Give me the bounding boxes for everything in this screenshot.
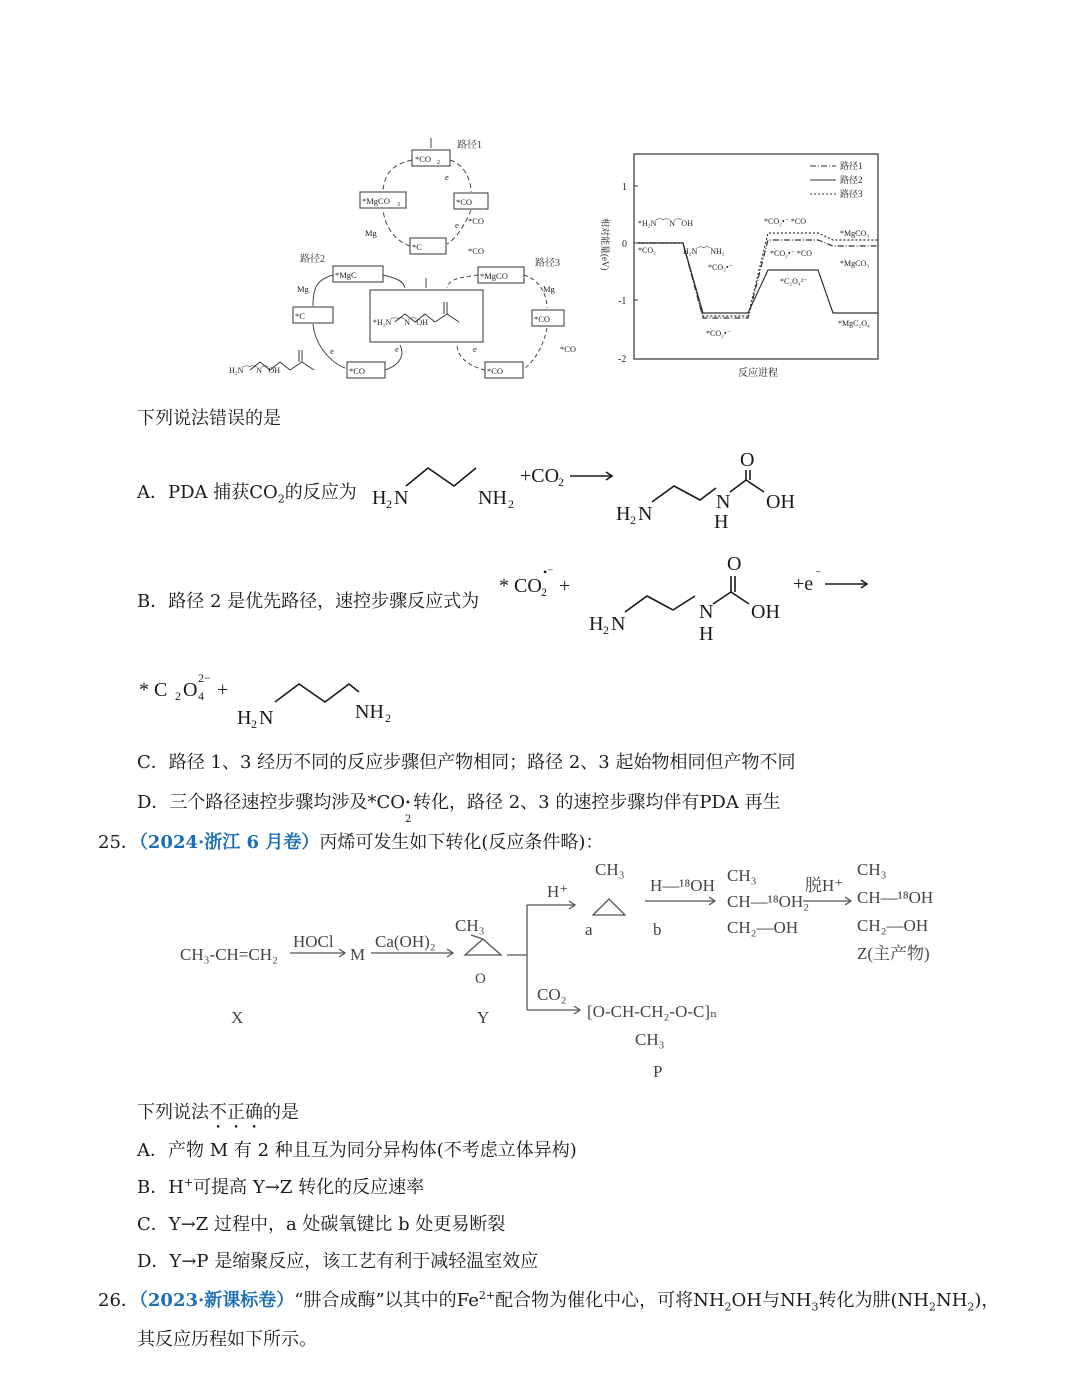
mg2-label-2: Mg xyxy=(297,284,309,294)
co2-radical-label-1: *CO xyxy=(456,197,473,207)
polymer: [O-CH-CH₂-O-C]ₙ xyxy=(587,1002,718,1021)
a-n-2: N xyxy=(638,503,653,525)
q26-t4: 转化为肼( xyxy=(818,1290,898,1311)
b-label: b xyxy=(653,920,662,939)
svg-text:O: O xyxy=(183,679,198,701)
ch-18oh: CH—¹⁸OH xyxy=(857,888,934,907)
hplus-reagent: H⁺ xyxy=(547,882,569,901)
b-c2o4: * C xyxy=(139,679,168,701)
svg-text:2: 2 xyxy=(603,623,609,637)
co2-radical-label-3: *CO xyxy=(534,314,551,324)
q24-option-c xyxy=(137,748,795,774)
mgc2o4-label: *MgC xyxy=(335,270,357,280)
c2o4-label-2: *C xyxy=(295,311,305,321)
svg-text:O: O xyxy=(475,971,486,987)
lbl-c2o4: *C₂O₄²⁻ xyxy=(780,277,808,286)
svg-text:+: + xyxy=(217,679,229,701)
b-o: O xyxy=(727,553,742,575)
svg-text:4: 4 xyxy=(198,689,204,703)
q24-a-label: A． xyxy=(137,482,168,503)
ch3-proton: CH₃ xyxy=(595,860,625,879)
hocl-reagent: HOCl xyxy=(293,932,334,951)
b-n-2: N xyxy=(699,601,714,623)
e-label-3: e xyxy=(330,346,334,356)
mg2-label-1: Mg xyxy=(365,228,377,238)
x-formula: CH₃-CH=CH₂ xyxy=(180,945,278,964)
q25-stem-post: 的是 xyxy=(263,1102,299,1123)
b-co2r: * CO xyxy=(499,575,542,597)
q24-c-text: 路径 1、3 经历不同的反应步骤但产物相同；路径 2、3 起始物相同但产物不同 xyxy=(168,752,796,773)
q24-a-equation xyxy=(370,448,810,538)
ch3-int: CH₃ xyxy=(727,866,757,885)
co2-reagent: CO₂ xyxy=(537,985,567,1004)
a-h2n-2: H xyxy=(616,503,631,525)
lbl-mgco3-b: *MgCO₃ xyxy=(840,259,870,268)
q26-source: （2023·新课标卷） xyxy=(138,1290,295,1311)
q26-t3: 与 xyxy=(762,1290,780,1311)
e-label-2: e xyxy=(455,220,459,230)
lbl-mgco3-a: *MgCO₃ xyxy=(840,229,870,238)
q24-d-pre: 三个路径速控步骤均涉及 xyxy=(169,792,368,813)
svg-text:•⁻: •⁻ xyxy=(543,565,554,579)
ch-18oh2: CH—¹⁸OH₂ xyxy=(727,892,810,911)
polymer-ch3: CH₃ xyxy=(635,1030,665,1049)
m-label: M xyxy=(350,945,366,964)
q24-d-species: *CO xyxy=(367,792,405,813)
q25-stem-emph: 不正确 xyxy=(209,1102,263,1123)
svg-text:⁻: ⁻ xyxy=(815,567,822,581)
mgco3-label-2: *MgCO xyxy=(480,271,508,281)
q26-t5: )， xyxy=(974,1290,1000,1311)
path2-label: 路径2 xyxy=(300,254,325,265)
svg-text:3: 3 xyxy=(397,202,400,208)
q25-b-label: B． xyxy=(137,1177,169,1198)
legend-path3: 路径3 xyxy=(840,189,863,199)
q24-option-b xyxy=(137,587,479,613)
a-h2n-1: H xyxy=(372,487,387,509)
q24-b-products xyxy=(137,668,417,730)
co-label-1: *CO xyxy=(468,216,485,226)
h18oh-reagent: H—¹⁸OH xyxy=(650,876,715,895)
lbl-top2: *CO₂•⁻ *CO xyxy=(770,249,813,258)
q26-n2h4: NH xyxy=(897,1290,929,1311)
svg-text:2: 2 xyxy=(508,497,514,511)
b-n-1: N xyxy=(611,613,626,635)
mgco3-label-1: *MgCO xyxy=(362,196,390,206)
q26-nh2oh: NH xyxy=(693,1290,725,1311)
q24-option-a: A．PDA 捕获$CO_2$的反应为 xyxy=(137,482,357,506)
b-h2n-2: H xyxy=(237,707,252,729)
legend-path2: 路径2 xyxy=(840,175,863,185)
lbl-co2r-mid: *CO₂•⁻ xyxy=(708,263,733,272)
ch2oh-z: CH₂—OH xyxy=(857,916,929,935)
ch3-z: CH₃ xyxy=(857,860,887,879)
e-label-1: e xyxy=(445,172,449,182)
q25-header xyxy=(98,828,603,854)
q24-option-d: D．三个路径速控步骤均涉及*CO • 2 转化，路径 2、3 的速控步骤均伴有PDA 再生 xyxy=(137,792,781,825)
svg-text:2: 2 xyxy=(630,513,636,527)
mg2-label-3: Mg xyxy=(543,284,555,294)
b-n-3: N xyxy=(259,707,274,729)
q24-a-co2: CO xyxy=(249,482,278,503)
energy-profile-chart xyxy=(588,148,888,383)
svg-text:2: 2 xyxy=(386,497,392,511)
x-axis-label: 反应进程 xyxy=(738,368,778,379)
q25-number: 25． xyxy=(98,832,139,853)
a-label: a xyxy=(585,920,593,939)
a-oh: OH xyxy=(766,491,795,513)
path3-label: 路径3 xyxy=(535,258,560,269)
y-ch3: CH₃ xyxy=(455,916,485,935)
b-h: H xyxy=(699,623,714,645)
co2-label: *CO xyxy=(415,154,432,164)
z-label: Z(主产物) xyxy=(857,944,930,963)
series-path2 xyxy=(638,243,878,313)
co-label-2: *CO xyxy=(468,246,485,256)
q25-b-h: H xyxy=(168,1177,184,1198)
q25-scheme xyxy=(175,855,965,1090)
q25-stem-pre: 下列说法 xyxy=(137,1102,209,1123)
q26-number: 26． xyxy=(98,1290,139,1311)
a-plus-co2: +CO xyxy=(520,465,560,487)
q26-fe: Fe xyxy=(456,1290,479,1311)
q25-option-c: C．Y→Z 过程中，a 处碳氧键比 b 处更易断裂 xyxy=(137,1214,506,1235)
svg-text:2: 2 xyxy=(541,585,547,599)
pathway-cycle-diagram xyxy=(225,130,585,385)
q26-header: 26．（2023·新课标卷）“肼合成酶”以其中的$Fe^{2+}$配合物为催化中心，可将$NH_2OH$与$NH_3$转化为肼$(NH_2NH_2)$， xyxy=(98,1289,1000,1314)
x-label: X xyxy=(231,1008,244,1027)
q24-c-label: C． xyxy=(137,752,169,773)
caoh2-reagent: Ca(OH)₂ xyxy=(375,932,436,951)
ytick-1: 1 xyxy=(622,182,627,193)
svg-text:2: 2 xyxy=(558,475,564,489)
svg-text:2: 2 xyxy=(175,689,181,703)
q24-b-label: B． xyxy=(137,591,169,612)
q24-b-equation xyxy=(495,550,875,646)
y-label: Y xyxy=(477,1008,490,1027)
q24-d-label: D． xyxy=(137,792,170,813)
co2-radical-label-4: *CO xyxy=(487,366,504,376)
p-label: P xyxy=(653,1062,663,1081)
co2-radical-label-2: *CO xyxy=(349,366,366,376)
lbl-carbamate: *H₂N⁀⁀N⁀OH xyxy=(638,219,693,228)
c2o4-label-1: *C xyxy=(412,242,422,252)
q25-b-post: 可提高 Y→Z 转化的反应速率 xyxy=(193,1177,425,1198)
q25-option-a: A．产物 M 有 2 种且互为同分异构体(不考虑立体异构) xyxy=(137,1140,577,1161)
q25-option-b: B．H+可提高 Y→Z 转化的反应速率 xyxy=(137,1176,425,1198)
a-nh2: NH xyxy=(478,487,507,509)
pda-carbamate-label: H₂N⁀⁀N⁀OH xyxy=(229,366,280,375)
legend-path1: 路径1 xyxy=(840,161,863,171)
q25-option-d: D．Y→P 是缩聚反应，该工艺有利于减轻温室效应 xyxy=(137,1251,539,1272)
q26-t1: “肼合成酶”以其中的 xyxy=(294,1290,457,1311)
svg-text:2−: 2− xyxy=(198,671,211,685)
e-label-4: e xyxy=(395,344,399,354)
a-o: O xyxy=(740,449,755,471)
ytick-neg1: -1 xyxy=(618,296,627,307)
ch2oh-int: CH₂—OH xyxy=(727,918,799,937)
center-carbamate-label: *H₂N⁀⁀N⁀OH xyxy=(373,318,428,327)
svg-text:+: + xyxy=(559,575,571,597)
q25-source: （2024·浙江 6 月卷） xyxy=(138,832,320,853)
b-oh: OH xyxy=(751,601,780,623)
ytick-0: 0 xyxy=(622,239,627,250)
q24-a-pre: PDA 捕获 xyxy=(168,482,250,503)
b-h2n: H xyxy=(589,613,604,635)
b-plus-e: +e xyxy=(793,573,814,595)
e-label-5: e xyxy=(473,344,477,354)
q26-nh3: NH xyxy=(780,1290,812,1311)
q26-t2: 配合物为催化中心，可将 xyxy=(495,1290,694,1311)
co-label-3: *CO xyxy=(560,344,577,354)
lbl-pda: H₂N⁀⁀NH₂ xyxy=(683,247,725,256)
b-nh2: NH xyxy=(355,701,384,723)
svg-text:2: 2 xyxy=(251,717,257,730)
lbl-co2: *CO₂ xyxy=(638,246,656,255)
q24-stem: 下列说法错误的是 xyxy=(137,408,281,429)
path1-label: 路径1 xyxy=(457,140,482,151)
lbl-top1: *CO₂•⁻ *CO xyxy=(764,217,807,226)
a-n-1: N xyxy=(394,487,409,509)
svg-text:2: 2 xyxy=(437,160,440,166)
q24-a-post: 的反应为 xyxy=(284,482,357,503)
a-n-3: N xyxy=(716,491,731,513)
svg-text:2: 2 xyxy=(385,711,391,725)
series-path1 xyxy=(638,240,878,318)
q24-b-text: 路径 2 是优先路径，速控步骤反应式为 xyxy=(168,591,480,612)
q26-line2: 其反应历程如下所示。 xyxy=(137,1329,317,1350)
y-axis-label: 相对能量(eV) xyxy=(600,218,610,271)
ytick-neg2: -2 xyxy=(618,354,627,365)
q24-d-post: 转化，路径 2、3 的速控步骤均伴有PDA 再生 xyxy=(412,792,781,813)
lbl-mgc2o4: *MgC₂O₄ xyxy=(838,319,870,328)
a-h: H xyxy=(714,511,729,533)
lbl-co2r-low: *CO₂•⁻ xyxy=(706,329,731,338)
q25-title: 丙烯可发生如下转化(反应条件略)： xyxy=(319,832,604,853)
q25-stem xyxy=(137,1098,299,1133)
deh-reagent: 脱H⁺ xyxy=(805,876,844,895)
